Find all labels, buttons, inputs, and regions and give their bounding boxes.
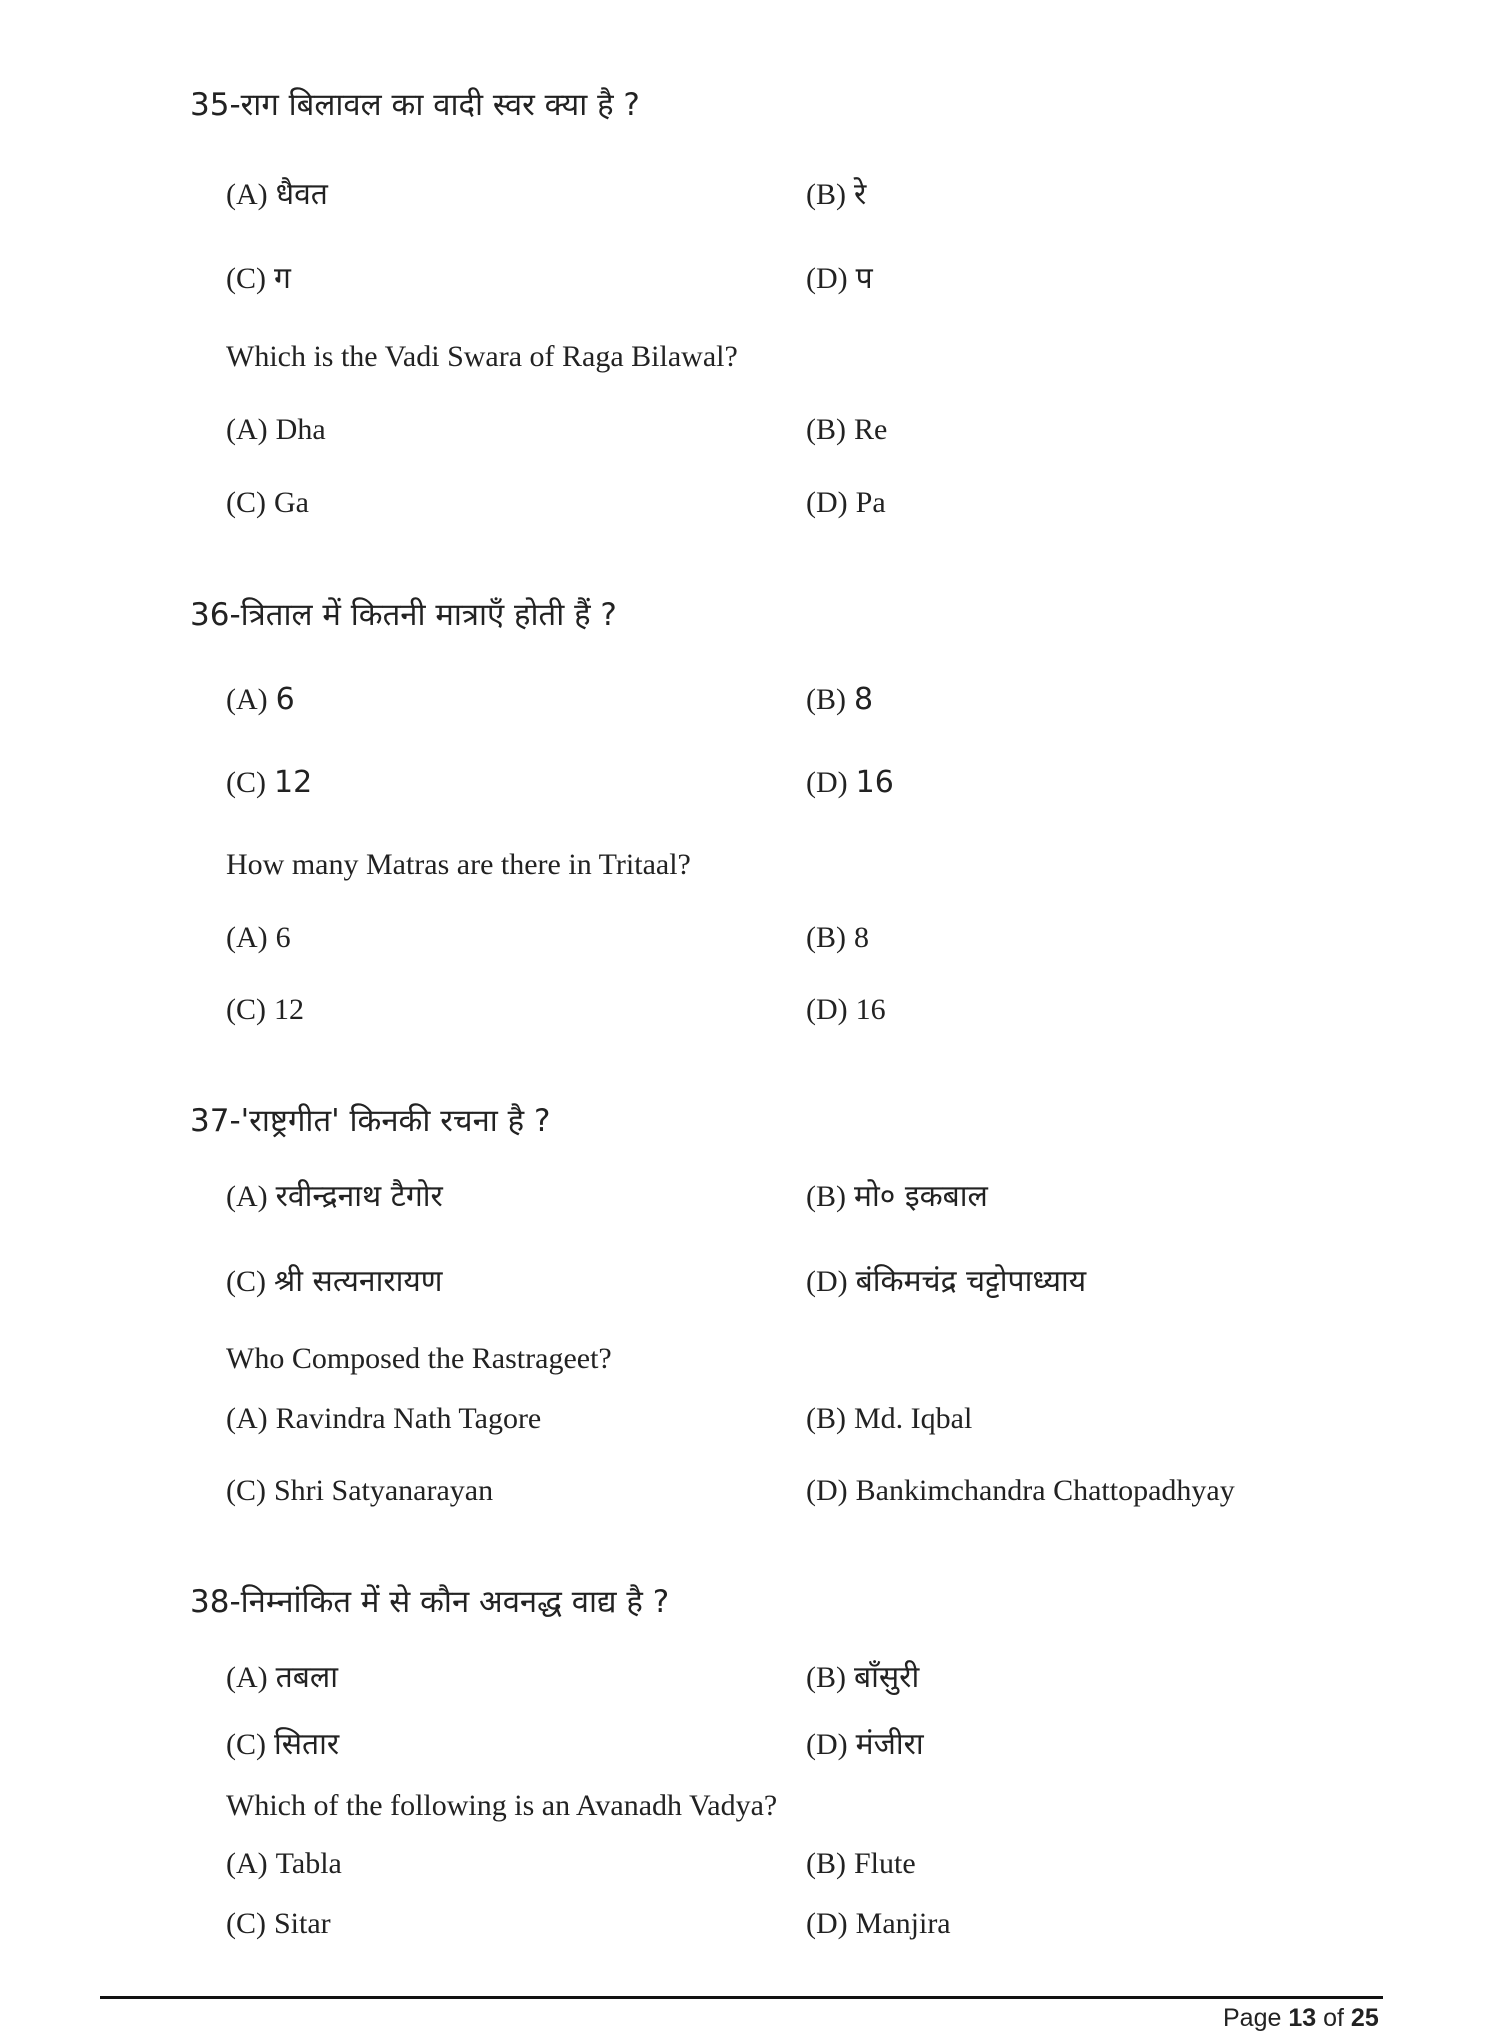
option-a-english: (A) Ravindra Nath Tagore [226,1402,542,1435]
question-english-text: How many Matras are there in Tritaal? [226,848,691,881]
option-b-english: (B) Md. Iqbal [806,1402,973,1435]
question-hindi-text: 38-निम्नांकित में से कौन अवनद्ध वाद्य है ? [190,1584,670,1620]
option-d-english: (D) Bankimchandra Chattopadhyay [806,1474,1235,1507]
option-d-english: (D) 16 [806,993,886,1026]
footer-divider [100,1996,1383,1999]
question-english-text: Which of the following is an Avanadh Vadya? [226,1789,778,1822]
question-english-text: Which is the Vadi Swara of Raga Bilawal? [226,340,738,373]
option-a-english: (A) 6 [226,921,291,954]
page-current: 13 [1288,2004,1317,2032]
page-number [1223,2004,1379,2033]
of-word: of [1323,2004,1344,2032]
option-a-hindi: (A) धैवत [226,177,328,212]
option-d-hindi: (D) 16 [806,765,894,800]
option-a-english: (A) Dha [226,413,326,446]
option-d-hindi: (D) प [806,261,873,296]
option-b-english: (B) Re [806,413,888,446]
option-b-hindi: (B) 8 [806,682,874,717]
question-hindi-text: 35-राग बिलावल का वादी स्वर क्या है ? [190,87,640,123]
option-c-english: (C) Shri Satyanarayan [226,1474,494,1507]
question-hindi-text: 36-त्रिताल में कितनी मात्राएँ होती हैं ? [190,597,617,633]
option-b-english: (B) 8 [806,921,869,954]
option-b-english: (B) Flute [806,1847,916,1880]
option-b-hindi: (B) रे [806,177,867,212]
option-d-english: (D) Pa [806,486,886,519]
option-b-hindi: (B) मो० इकबाल [806,1179,988,1214]
option-a-hindi: (A) तबला [226,1660,338,1695]
option-a-english: (A) Tabla [226,1847,342,1880]
option-a-hindi: (A) 6 [226,682,295,717]
page-total: 25 [1350,2004,1379,2032]
option-c-english: (C) Sitar [226,1907,331,1940]
option-b-hindi: (B) बाँसुरी [806,1660,920,1695]
page-word: Page [1223,2004,1282,2032]
option-a-hindi: (A) रवीन्द्रनाथ टैगोर [226,1179,443,1214]
option-c-hindi: (C) श्री सत्यनारायण [226,1264,443,1299]
option-c-hindi: (C) सितार [226,1727,340,1762]
option-d-english: (D) Manjira [806,1907,951,1940]
option-d-hindi: (D) मंजीरा [806,1727,924,1762]
option-c-hindi: (C) ग [226,261,291,296]
question-hindi-text: 37-'राष्ट्रगीत' किनकी रचना है ? [190,1103,551,1139]
question-english-text: Who Composed the Rastrageet? [226,1342,612,1375]
option-c-english: (C) 12 [226,993,304,1026]
option-c-english: (C) Ga [226,486,309,519]
option-d-hindi: (D) बंकिमचंद्र चट्टोपाध्याय [806,1264,1087,1299]
option-c-hindi: (C) 12 [226,765,313,800]
